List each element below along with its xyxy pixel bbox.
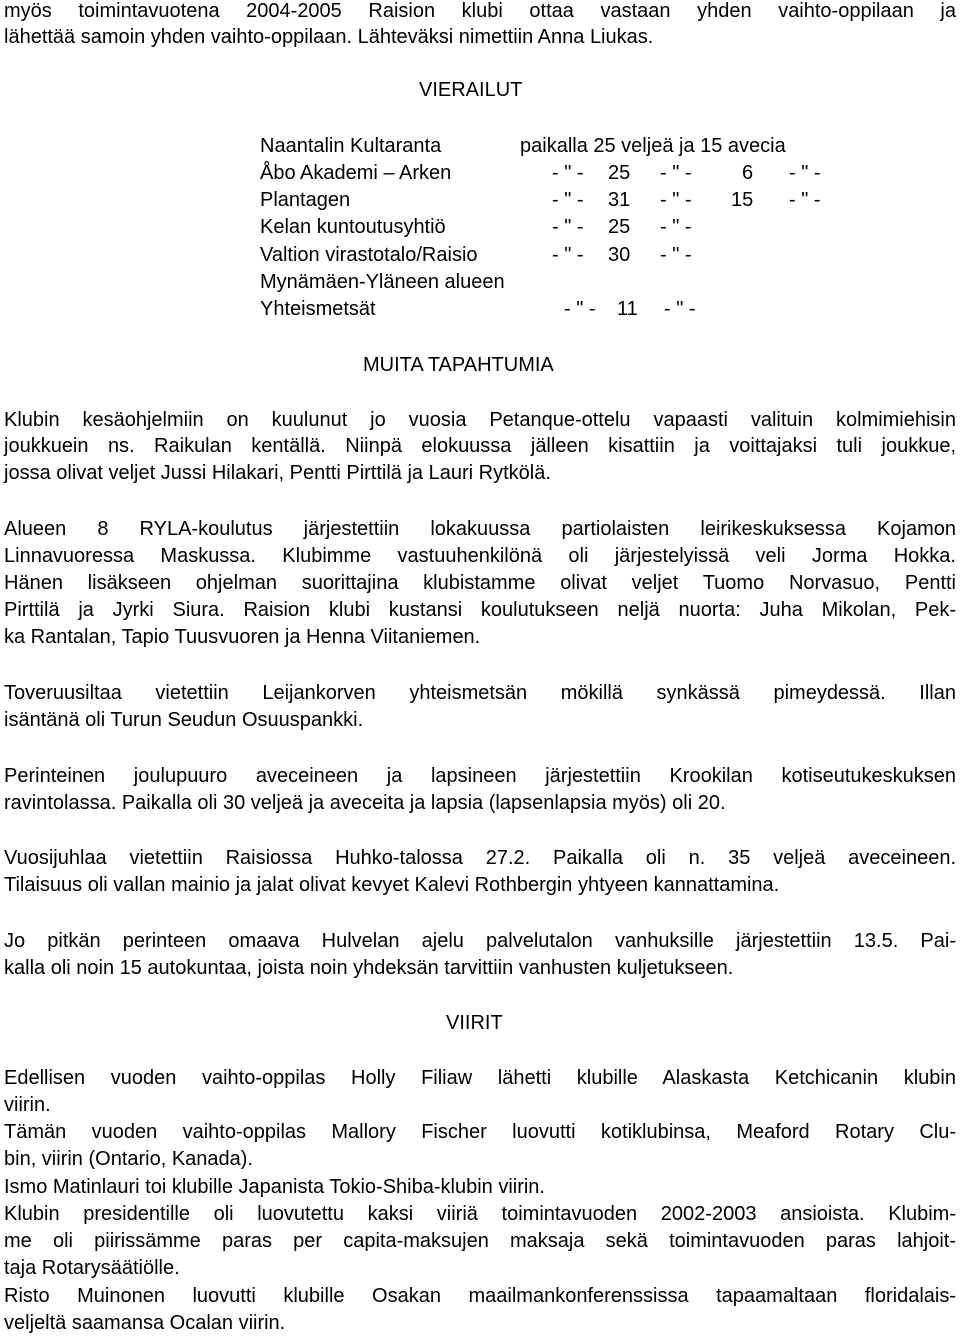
flags-heading: VIIRIT [446, 1012, 503, 1034]
paragraph-line: Risto Muinonen luovutti klubille Osakan maailmankonferenssissa tapaamaltaan floridalais- [4, 1285, 956, 1307]
paragraph-line: Linnavuoressa Maskussa. Klubimme vastuuhenkilönä oli järjestelyissä veli Jorma Hokka. [4, 545, 956, 567]
paragraph-line: Tämän vuoden vaihto-oppilas Mallory Fischer luovutti kotiklubinsa, Meaford Rotary Clu- [4, 1121, 956, 1143]
events-heading: MUITA TAPAHTUMIA [363, 354, 554, 376]
visit-ditto: - " - [552, 162, 584, 184]
paragraph-line: ravintolassa. Paikalla oli 30 veljeä ja aveceita ja lapsia (lapsenlapsia myös) oli 20. [4, 792, 726, 814]
paragraph-line: Hänen lisäkseen ohjelman suorittajina klubistamme olivat veljet Tuomo Norvasuo, Pentti [4, 572, 956, 594]
paragraph-line: bin, viirin (Ontario, Kanada). [4, 1148, 254, 1170]
paragraph-line: Toveruusiltaa vietettiin Leijankorven yhteismetsän mökillä synkässä pimeydessä. Illan [4, 682, 956, 704]
paragraph-line: viirin. [4, 1094, 51, 1116]
visit-ditto: - " - [552, 189, 584, 211]
paragraph-line: ka Rantalan, Tapio Tuusvuoren ja Henna Viitaniemen. [4, 626, 481, 648]
visit-ditto: - " - [564, 298, 596, 320]
visits-heading: VIERAILUT [419, 79, 523, 101]
visit-avecs: 6 [742, 162, 754, 184]
visit-place: Mynämäen-Yläneen alueen [260, 271, 505, 293]
paragraph-line: Klubin kesäohjelmiin on kuulunut jo vuosia Petanque-ottelu vapaasti valituin kolmimiehisin [4, 409, 956, 431]
visit-members: 11 [617, 298, 638, 320]
paragraph-line: taja Rotarysäätiölle. [4, 1257, 180, 1279]
visit-summary: paikalla 25 veljeä ja 15 avecia [520, 135, 786, 157]
paragraph-line: Jo pitkän perinteen omaava Hulvelan ajelu palvelutalon vanhuksille järjestettiin 13.5. Pai- [4, 930, 956, 952]
visit-ditto: - " - [660, 189, 692, 211]
paragraph-line: kalla oli noin 15 autokuntaa, joista noin yhdeksän tarvittiin vanhusten kuljetukseen. [4, 957, 734, 979]
visit-ditto: - " - [552, 216, 584, 238]
visit-ditto: - " - [660, 216, 692, 238]
visit-ditto: - " - [664, 298, 696, 320]
paragraph-line: Edellisen vuoden vaihto-oppilas Holly Filiaw lähetti klubille Alaskasta Ketchicanin klubin [4, 1067, 956, 1089]
visit-ditto: - " - [789, 162, 821, 184]
visit-place: Åbo Akademi – Arken [260, 162, 452, 184]
visit-place: Naantalin Kultaranta [260, 135, 442, 157]
visit-members: 25 [608, 162, 631, 184]
visit-place: Plantagen [260, 189, 351, 211]
paragraph-line: Klubin presidentille oli luovutettu kaksi viiriä toimintavuoden 2002-2003 ansioista. Klubim- [4, 1203, 956, 1225]
intro-line-1: myös toimintavuotena 2004-2005 Raision klubi ottaa vastaan yhden vaihto-oppilaan ja [4, 0, 956, 22]
visit-members: 31 [608, 189, 631, 211]
paragraph-line: jossa olivat veljet Jussi Hilakari, Pentti Pirttilä ja Lauri Rytkölä. [4, 462, 551, 484]
visit-place: Kelan kuntoutusyhtiö [260, 216, 446, 238]
visit-place: Valtion virastotalo/Raisio [260, 244, 478, 266]
visit-members: 30 [608, 244, 631, 266]
paragraph-line: Ismo Matinlauri toi klubille Japanista Tokio-Shiba-klubin viirin. [4, 1176, 545, 1198]
visit-place: Yhteismetsät [260, 298, 376, 320]
paragraph-line: joukkuein ns. Raikulan kentällä. Niinpä elokuussa jälleen kisattiin ja voittajaksi tuli joukkue, [4, 435, 956, 457]
paragraph-line: Perinteinen joulupuuro aveceineen ja lapsineen järjestettiin Krookilan kotiseutukeskuksen [4, 765, 956, 787]
visit-ditto: - " - [660, 162, 692, 184]
paragraph-line: me oli piirissämme paras per capita-maksujen maksaja sekä toimintavuoden paras lahjoit- [4, 1230, 956, 1252]
intro-line-2: lähettää samoin yhden vaihto-oppilaan. Lähteväksi nimettiin Anna Liukas. [4, 26, 654, 48]
visit-avecs: 15 [731, 189, 754, 211]
paragraph-line: veljeltä saamansa Ocalan viirin. [4, 1312, 286, 1334]
paragraph-line: Vuosijuhlaa vietettiin Raisiossa Huhko-talossa 27.2. Paikalla oli n. 35 veljeä aveceineen. [4, 847, 956, 869]
visit-ditto: - " - [552, 244, 584, 266]
paragraph-line: Alueen 8 RYLA-koulutus järjestettiin lokakuussa partiolaisten leirikeskuksessa Kojamon [4, 518, 956, 540]
paragraph-line: Pirttilä ja Jyrki Siura. Raision klubi kustansi koulutukseen neljä nuorta: Juha Mikolan, Pek- [4, 599, 956, 621]
visit-members: 25 [608, 216, 631, 238]
visit-ditto: - " - [789, 189, 821, 211]
visit-ditto: - " - [660, 244, 692, 266]
paragraph-line: isäntänä oli Turun Seudun Osuuspankki. [4, 709, 364, 731]
paragraph-line: Tilaisuus oli vallan mainio ja jalat olivat kevyet Kalevi Rothbergin yhtyeen kannattamina. [4, 874, 780, 896]
